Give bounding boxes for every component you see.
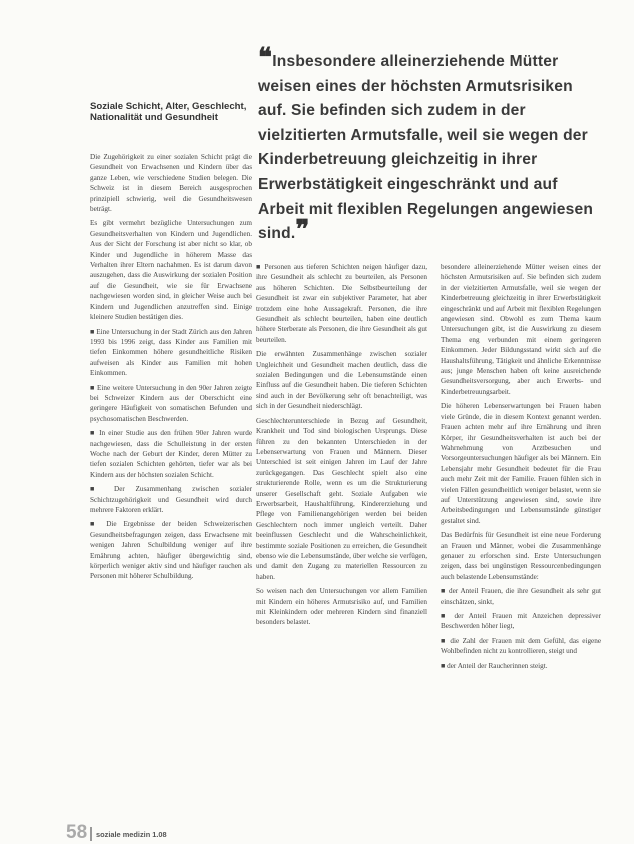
footer-divider	[90, 827, 92, 841]
bullet-icon: ■	[90, 383, 95, 392]
bullet-text: Personen aus tieferen Schichten neigen häufiger dazu, ihre Gesundheit als schlecht zu beurteilen, als Personen aus höheren Schichten. Die Selbstbeurteilung der Gesundheit ist zwar ein subjektiver Parameter, hat aber trotzdem eine hohe Aussagekraft. Personen, die ihre Gesundheit als schlecht beurteilen, haben eine deutlich höhere Sterberate als Personen, die ihre Gesundheit als gut beurteilen.	[256, 263, 428, 344]
close-quote-mark: ❞	[295, 215, 310, 245]
bullet-icon: ■	[441, 587, 447, 596]
bullet-icon: ■	[441, 612, 449, 620]
bullet-text: der Anteil Frauen mit Anzeichen depressiver Beschwerden höher liegt,	[441, 612, 602, 631]
paragraph: Die erwähnten Zusammenhänge zwischen sozialer Ungleichheit und Gesundheit machen deutlich, dass die sozialen Bedingungen und die Lebensumstände einen Einfluss auf die Gesundheit haben. Die tieferen Schichten sind auch in der Bevölkerung sehr oft benachteiligt, was sich in der Gesundheit niederschlägt.	[256, 350, 427, 411]
paragraph: Geschlechterunterschiede in Bezug auf Gesundheit, Krankheit und Tod sind biologischen Ursprungs. Diese führen zu den bekannten Unterschieden in der Lebenserwartung von Frauen und Männern. Dieser Unterschied ist seit einigen Jahren im Lauf der Jahre zurückgegangen. Das Geschlecht spielt also eine strukturierende Rolle, wenn es um die Strukturierung unserer Gesellschaft geht. Soziale Aufgaben wie Erwerbsarbeit, Haushaltführung, Kindererziehung und Pflege von Familienangehörigen werden bei beiden Geschlechtern noch immer ungleich verteilt. Daher beeinflussen Geschlecht und die Wahrscheinlichkeit, bestimmte soziale Positionen zu erreichen, die Gesundheit ebenso wie die Lebensumstände, über welche sie verfügen, und damit den Zugang zu materiellen Ressourcen zu haben.	[256, 416, 427, 581]
bullet-icon: ■	[90, 485, 104, 494]
page-number: 58	[66, 822, 88, 843]
bullet-item	[441, 661, 601, 671]
bullet-item	[90, 519, 252, 581]
bullet-item	[441, 636, 601, 657]
paragraph: besondere alleinerziehende Mütter weisen eines der höchsten Armutsrisiken auf. Sie befinden sich zudem in der vielzitierten Armutsfalle, weil sie wegen der Kinderbetreuung gleichzeitig in ihrer Erwerbstätigkeit eingeschränkt und auf Arbeit mit flexiblen Regelungen angewiesen sind. Obwohl es zum Thema kaum Untersuchungen gibt, ist die Auswirkung zu diesem Thema eng verbunden mit einem geringeren Einkommen. Jeder Bildungsstand wirkt sich auf die Haushaltsführung, Tätigkeit und ähnliche Erkenntnisse aus; junge Menschen haben oft keine ausreichende Gesundheitsversorgung, aber auch Erwerbs- und Kinderbetreuungsarbeit.	[441, 263, 601, 396]
bullet-item	[256, 262, 427, 345]
paragraph: Die Zugehörigkeit zu einer sozialen Schicht prägt die Gesundheit von Erwachsenen und Kindern über das ganze Leben, wie verschiedene Studien belegen. Die Schweiz ist in diesem Bereich ausgesprochen prinzipiell schwierig, weil die Gesundheitswesen beträgt.	[90, 153, 252, 214]
bullet-text: der Anteil der Raucherinnen steigt.	[447, 661, 548, 670]
bullet-item	[441, 611, 601, 632]
bullet-text: die Zahl der Frauen mit dem Gefühl, das eigene Wohlbefinden nicht zu kontrollieren, steigt und	[441, 636, 602, 656]
paragraph: Die höheren Lebenserwartungen bei Frauen haben viele Gründe, die in diesem Kontext genannt werden. Frauen achten mehr auf ihre Ernährung und ihren Körper, ihr Gesundheitsverhalten ist auch bei der Wahrnehmung von Arztbesuchen und Vorsorgeuntersuchungen häufiger als bei Männern. Ein Lebensjahr mehr Gesundheit bedeutet für die Frau auch mehr Zeit mit der Familie. Frauen fühlen sich in vielen Fällen gesundheitlich weniger belastet, wenn sie auf Unterstützung angewiesen sind, sowie ihre Arbeitsbedingungen und Lebensumstände günstiger gestaltet sind.	[441, 402, 601, 525]
journal-footer: soziale medizin 1.08	[96, 830, 167, 839]
bullet-icon: ■	[441, 636, 447, 645]
bullet-item	[90, 428, 252, 480]
column-middle	[256, 262, 427, 632]
pull-quote	[258, 43, 598, 247]
bullet-icon: ■	[90, 429, 96, 438]
bullet-icon: ■	[441, 661, 446, 670]
open-quote-mark: ❝	[258, 43, 273, 72]
bullet-text: Eine weitere Untersuchung in den 90er Jahren zeigte bei Schweizer Kindern aus der Oberschicht eine geringere Häufigkeit von somatischen Befunden und psychosomatischen Beschwerden.	[90, 383, 253, 423]
pull-quote-text: Insbesondere alleinerziehende Mütter weisen eines der höchsten Armutsrisiken auf. Sie befinden sich zudem in der vielzitierten Armutsfalle, weil sie wegen der Kinderbetreuung gleichzeitig in ihrer Erwerbstätigkeit eingeschränkt und auf Arbeit mit flexiblen Regelungen angewiesen sind.	[258, 53, 594, 243]
bullet-text: der Anteil Frauen, die ihre Gesundheit als sehr gut einschätzen, sinkt,	[441, 587, 602, 606]
paragraph: So weisen nach den Untersuchungen vor allem Familien mit Kindern ein höheres Armutsrisiko auf, und Familien mit Kleinkindern oder mehreren Kindern sind finanziell besonders belastet.	[256, 587, 427, 627]
bullet-icon: ■	[256, 263, 262, 271]
paragraph: Es gibt vermehrt bezügliche Untersuchungen zum Gesundheitsverhalten von Kindern und Jugendlichen. Aus der Sicht der Forschung ist aber nicht so klar, ob Kinder und Jugendliche in höherem Masse das Verhalten ihrer Eltern nachahmen. Es ist darum davon auszugehen, dass die Auswirkung der sozialen Position auf die Gesundheit, wie sie für Erwachsene nachgewiesen worden sind, in gleicher Weise auch bei Kindern und Jugendlichen anzutreffen sind. Einige kleinere Studien bestätigen dies.	[90, 219, 252, 322]
paragraph: Das Bedürfnis für Gesundheit ist eine neue Forderung an Frauen und Männer, wobei die Zusammenhänge genauer zu erforschen sind. Erste Untersuchungen zeigen, dass bei ungünstigen Ressourcenbedingungen auch belastende Lebensumstände:	[441, 531, 601, 581]
bullet-item	[441, 586, 601, 607]
bullet-icon: ■	[90, 327, 95, 336]
bullet-item	[90, 383, 252, 425]
bullet-text: Die Ergebnisse der beiden Schweizerischen Gesundheitsbefragungen zeigen, dass Erwachsene mit wenigen Jahren Schulbildung weniger auf ihre Ernährung achten, häufiger übergewichtig sind, körperlich weniger aktiv sind und häufiger rauchen als Personen mit höherer Schulbildung.	[90, 520, 253, 581]
bullet-icon: ■	[90, 520, 100, 529]
bullet-text: In einer Studie aus den frühen 90er Jahren wurde nachgewiesen, dass die Schulleistung in der ersten Woche nach der Geburt der Kinder, deren Mütter zu tiefen sozialen Schichten gehörten, tiefer war als bei Kindern aus der höchsten sozialen Schicht.	[90, 429, 253, 479]
bullet-text: Der Zusammenhang zwischen sozialer Schichtzugehörigkeit und Gesundheit wird durch mehrere Faktoren erklärt.	[90, 485, 252, 514]
section-heading: Soziale Schicht, Alter, Geschlecht, Nationalität und Gesundheit	[90, 101, 247, 123]
bullet-item	[90, 484, 252, 515]
bullet-item	[90, 327, 252, 379]
column-left	[90, 152, 252, 586]
bullet-text: Eine Untersuchung in der Stadt Zürich aus den Jahren 1993 bis 1996 zeigt, dass Kinder aus Familien mit tiefen Einkommen höhere gesundheitliche Risiken aufweisen als Kinder aus Familien mit hohen Einkommen.	[90, 327, 253, 378]
column-right	[441, 262, 601, 675]
